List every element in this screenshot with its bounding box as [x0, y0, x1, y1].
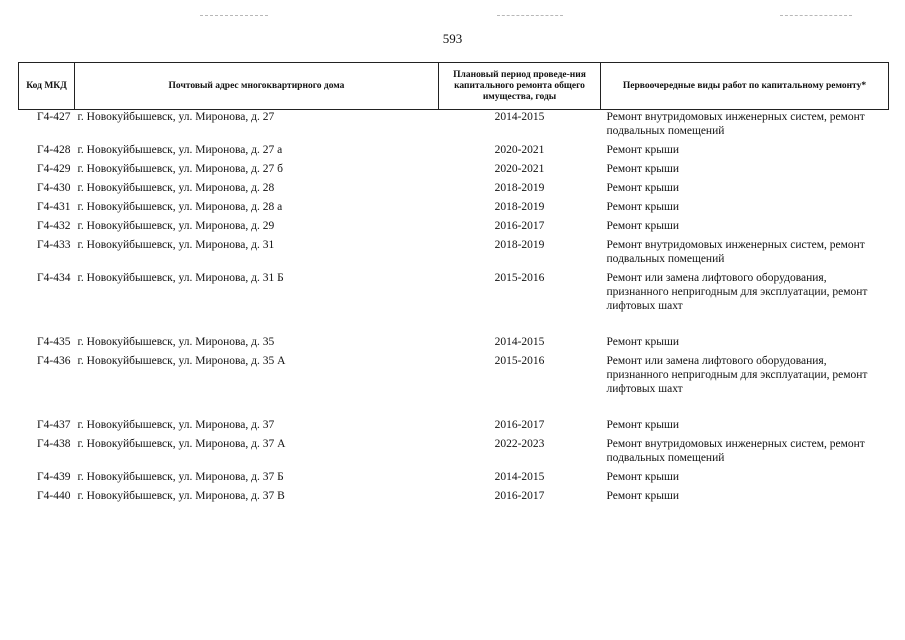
- cell-period: 2016-2017: [494, 419, 545, 431]
- cell-address: г. Новокуйбышевск, ул. Миронова, д. 37: [77, 419, 275, 431]
- cell-works: Ремонт крыши: [606, 336, 680, 348]
- header-period: Плановый период проведе-ния капитального ремонта общего имущества, годы: [439, 63, 601, 110]
- cell-period: 2015-2016: [494, 355, 545, 367]
- cell-period: 2014-2015: [494, 111, 545, 123]
- cell-address: г. Новокуйбышевск, ул. Миронова, д. 31 Б: [77, 272, 284, 284]
- cell-period: 2018-2019: [494, 239, 545, 251]
- cell-period: 2020-2021: [494, 144, 545, 156]
- cell-code: Г4-438: [37, 438, 71, 450]
- scan-artifact-line: [200, 15, 268, 16]
- cell-works: Ремонт или замена лифтового оборудования, признанного непригодным для эксплуатации, ремонт лифтовых шахт: [606, 355, 868, 395]
- cell-period: 2018-2019: [494, 182, 545, 194]
- scan-artifact-line: [780, 15, 852, 16]
- cell-address: г. Новокуйбышевск, ул. Миронова, д. 27 а: [77, 144, 283, 156]
- cell-address: г. Новокуйбышевск, ул. Миронова, д. 37 Б: [77, 471, 284, 483]
- cell-works: Ремонт крыши: [606, 163, 680, 175]
- table-row: [19, 179, 889, 198]
- header-code: Код МКД: [19, 63, 75, 110]
- cell-code: Г4-437: [37, 419, 71, 431]
- cell-code: Г4-433: [37, 239, 71, 251]
- cell-code: Г4-431: [37, 201, 71, 213]
- cell-code: Г4-440: [37, 490, 71, 502]
- table-row: [19, 468, 889, 487]
- table-row: [19, 416, 889, 435]
- table-row: [19, 141, 889, 160]
- header-address: Почтовый адрес многоквартирного дома: [75, 63, 439, 110]
- table-row: [19, 435, 889, 468]
- cell-code: Г4-432: [37, 220, 71, 232]
- cell-address: г. Новокуйбышевск, ул. Миронова, д. 27: [77, 111, 275, 123]
- cell-works: Ремонт крыши: [606, 471, 680, 483]
- cell-works: Ремонт внутридомовых инженерных систем, ремонт подвальных помещений: [606, 239, 865, 265]
- cell-code: Г4-430: [37, 182, 71, 194]
- cell-works: Ремонт крыши: [606, 220, 680, 232]
- table-row: [19, 217, 889, 236]
- table-row: [19, 160, 889, 179]
- cell-works: Ремонт внутридомовых инженерных систем, ремонт подвальных помещений: [606, 111, 865, 137]
- cell-works: Ремонт внутридомовых инженерных систем, ремонт подвальных помещений: [606, 438, 865, 464]
- repair-schedule-table: [18, 62, 889, 506]
- cell-works: Ремонт крыши: [606, 419, 680, 431]
- cell-address: г. Новокуйбышевск, ул. Миронова, д. 37 А: [77, 438, 286, 450]
- cell-code: Г4-429: [37, 163, 71, 175]
- cell-period: 2022-2023: [494, 438, 545, 450]
- cell-code: Г4-439: [37, 471, 71, 483]
- scan-artifact-line: [497, 15, 563, 16]
- cell-period: 2018-2019: [494, 201, 545, 213]
- cell-code: Г4-434: [37, 272, 71, 284]
- cell-address: г. Новокуйбышевск, ул. Миронова, д. 31: [77, 239, 275, 251]
- cell-works: Ремонт крыши: [606, 490, 680, 502]
- table-row: [19, 269, 889, 333]
- cell-period: 2015-2016: [494, 272, 545, 284]
- table-header-row: [19, 63, 889, 110]
- cell-address: г. Новокуйбышевск, ул. Миронова, д. 28: [77, 182, 275, 194]
- header-works: Первоочередные виды работ по капитальному ремонту*: [601, 63, 889, 110]
- cell-address: г. Новокуйбышевск, ул. Миронова, д. 37 В: [77, 490, 285, 502]
- table-row: [19, 236, 889, 269]
- cell-address: г. Новокуйбышевск, ул. Миронова, д. 35: [77, 336, 275, 348]
- cell-code: Г4-435: [37, 336, 71, 348]
- page-number: 593: [442, 31, 463, 46]
- cell-works: Ремонт крыши: [606, 182, 680, 194]
- cell-address: г. Новокуйбышевск, ул. Миронова, д. 27 б: [77, 163, 283, 175]
- table-row: [19, 487, 889, 506]
- table-row: [19, 198, 889, 217]
- cell-code: Г4-428: [37, 144, 71, 156]
- table-row: [19, 333, 889, 352]
- cell-works: Ремонт крыши: [606, 144, 680, 156]
- cell-code: Г4-427: [37, 111, 71, 123]
- cell-address: г. Новокуйбышевск, ул. Миронова, д. 28 а: [77, 201, 283, 213]
- cell-address: г. Новокуйбышевск, ул. Миронова, д. 29: [77, 220, 275, 232]
- table-row: [19, 110, 889, 142]
- cell-code: Г4-436: [37, 355, 71, 367]
- cell-works: Ремонт крыши: [606, 201, 680, 213]
- cell-address: г. Новокуйбышевск, ул. Миронова, д. 35 А: [77, 355, 286, 367]
- cell-works: Ремонт или замена лифтового оборудования, признанного непригодным для эксплуатации, ремонт лифтовых шахт: [606, 272, 868, 312]
- cell-period: 2014-2015: [494, 471, 545, 483]
- cell-period: 2020-2021: [494, 163, 545, 175]
- cell-period: 2016-2017: [494, 220, 545, 232]
- cell-period: 2014-2015: [494, 336, 545, 348]
- table-row: [19, 352, 889, 416]
- cell-period: 2016-2017: [494, 490, 545, 502]
